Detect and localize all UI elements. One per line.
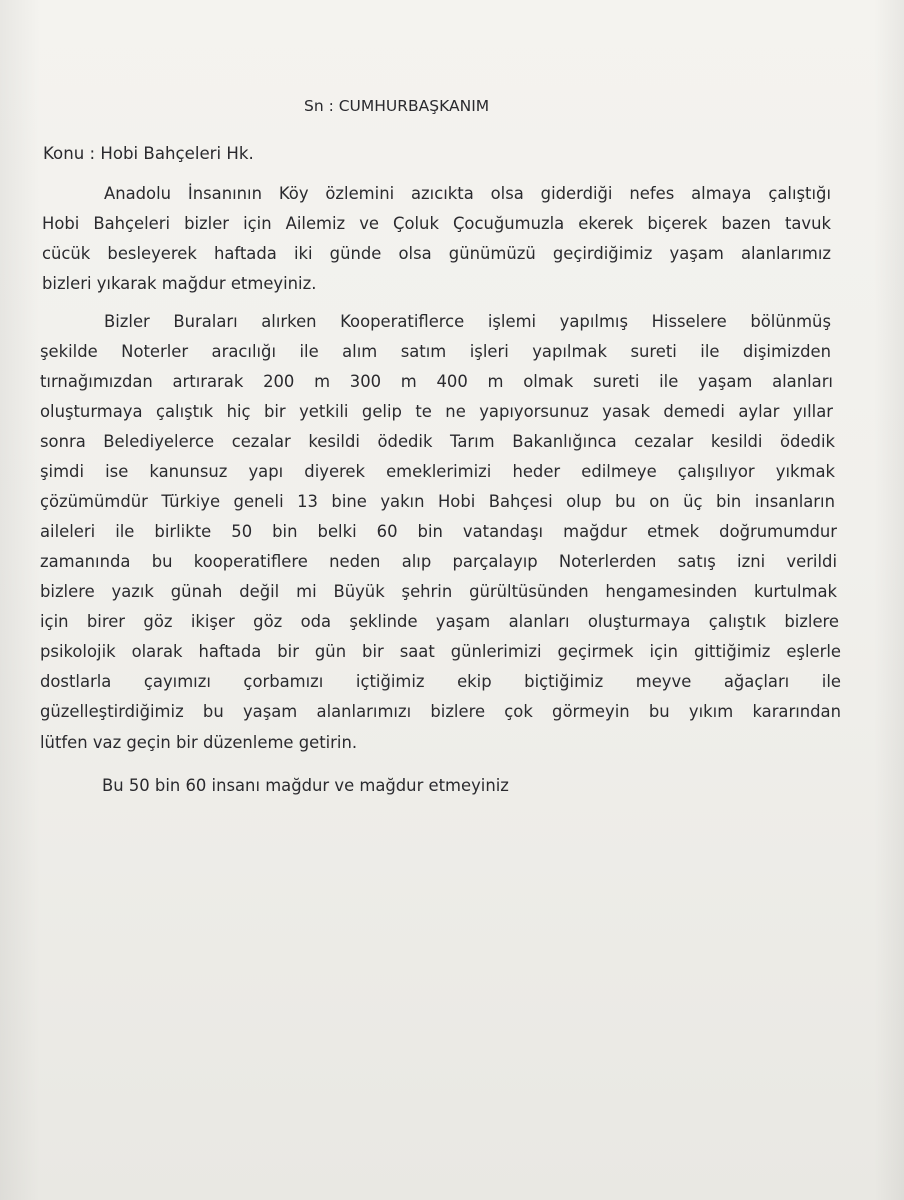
salutation: Sn : CUMHURBAŞKANIM — [304, 97, 490, 115]
paragraph-2-line-8: aileleri ile birlikte 50 bin belki 60 bin vatandaşı mağdur etmek doğrumumdur — [40, 522, 837, 541]
paragraph-2-line-4: oluşturmaya çalıştık hiç bir yetkili gelip te ne yapıyorsunuz yasak demedi aylar yıllar — [40, 402, 833, 421]
paragraph-2-line-2: şekilde Noterler aracılığı ile alım satım işleri yapılmak sureti ile dişimizden — [40, 342, 831, 361]
paragraph-1-line-2: Hobi Bahçeleri bizler için Ailemiz ve Çoluk Çocuğumuzla ekerek biçerek bazen tavuk — [42, 214, 831, 233]
paragraph-2-line-6: şimdi ise kanunsuz yapı diyerek emeklerimizi heder edilmeye çalışılıyor yıkmak — [40, 462, 835, 481]
paragraph-1-line-4: bizleri yıkarak mağdur etmeyiniz. — [42, 274, 317, 293]
paragraph-2-line-5: sonra Belediyelerce cezalar kesildi ödedik Tarım Bakanlığınca cezalar kesildi ödedik — [40, 432, 835, 451]
page-shadow-left — [0, 0, 40, 1200]
subject-line: Konu : Hobi Bahçeleri Hk. — [43, 144, 254, 163]
paragraph-2-line-3: tırnağımızdan artırarak 200 m 300 m 400 m olmak sureti ile yaşam alanları — [40, 372, 833, 391]
paragraph-2-line-11: için birer göz ikişer göz oda şeklinde yaşam alanları oluşturmaya çalıştık bizlere — [40, 612, 839, 631]
paragraph-2-line-7: çözümümdür Türkiye geneli 13 bine yakın Hobi Bahçesi olup bu on üç bin insanların — [40, 492, 835, 511]
paragraph-2-line-15: lütfen vaz geçin bir düzenleme getirin. — [40, 733, 358, 752]
paragraph-2-line-12: psikolojik olarak haftada bir gün bir saat günlerimizi geçirmek için gittiğimiz eşlerle — [40, 642, 841, 661]
page-shadow-right — [874, 0, 904, 1200]
paragraph-2-line-9: zamanında bu kooperatiflere neden alıp parçalayıp Noterlerden satış izni verildi — [40, 552, 837, 571]
paragraph-2-line-10: bizlere yazık günah değil mi Büyük şehrin gürültüsünden hengamesinden kurtulmak — [40, 582, 837, 601]
paragraph-2-line-13: dostlarla çayımızı çorbamızı içtiğimiz ekip biçtiğimiz meyve ağaçları ile — [40, 672, 841, 691]
paragraph-2-line-14: güzelleştirdiğimiz bu yaşam alanlarımızı bizlere çok görmeyin bu yıkım kararından — [40, 702, 841, 721]
paragraph-1-line-3: cücük besleyerek haftada iki günde olsa günümüzü geçirdiğimiz yaşam alanlarımız — [42, 244, 831, 263]
paragraph-2-line-1: Bizler Buraları alırken Kooperatiflerce işlemi yapılmış Hisselere bölünmüş — [104, 312, 831, 331]
closing-line: Bu 50 bin 60 insanı mağdur ve mağdur etmeyiniz — [102, 776, 509, 795]
paragraph-1-line-1: Anadolu İnsanının Köy özlemini azıcıkta olsa giderdiği nefes almaya çalıştığı — [104, 184, 831, 203]
